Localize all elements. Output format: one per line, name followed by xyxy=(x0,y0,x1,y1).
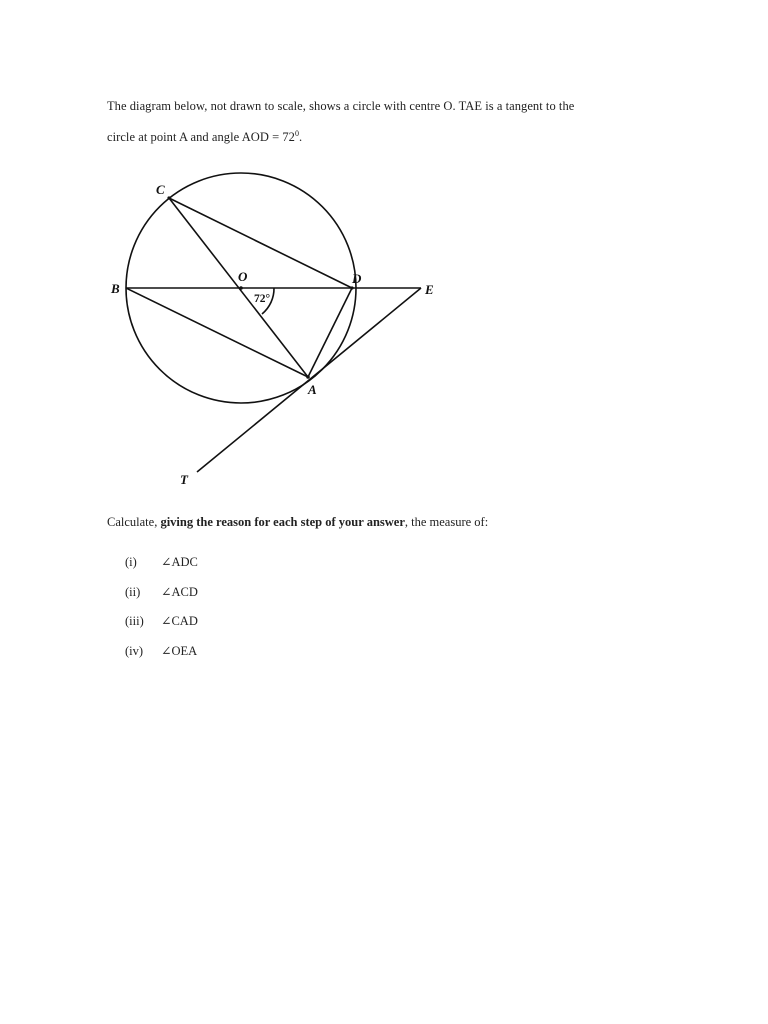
question-parts xyxy=(125,554,198,672)
intro-line-1: The diagram below, not drawn to scale, shows a circle with centre O. TAE is a tangent to the xyxy=(107,99,575,113)
label-T: T xyxy=(180,472,188,487)
point-C-dot xyxy=(167,196,170,199)
degree-superscript: 0 xyxy=(294,128,300,138)
part-number: (ii) xyxy=(125,584,141,599)
list-item xyxy=(125,643,198,673)
point-D-dot xyxy=(350,286,353,289)
angle-label: 72° xyxy=(254,293,271,305)
intro-line-2-text: circle at point A and angle AOD = 72 xyxy=(107,130,295,144)
part-text: ∠CAD xyxy=(161,614,198,628)
line-BA xyxy=(126,288,308,377)
label-C: C xyxy=(156,182,165,197)
label-B: B xyxy=(111,281,120,296)
label-D: D xyxy=(352,271,362,286)
list-item xyxy=(125,554,198,584)
list-item xyxy=(125,584,198,614)
label-A: A xyxy=(308,382,317,397)
part-number: (iv) xyxy=(125,643,144,658)
instruction-prefix: Calculate, xyxy=(107,515,161,529)
label-E: E xyxy=(425,282,434,297)
part-text: ∠ADC xyxy=(161,555,198,569)
line-CD xyxy=(169,198,352,288)
intro-line-2-end: . xyxy=(299,130,303,144)
point-A-dot xyxy=(306,375,310,379)
instruction xyxy=(107,515,488,530)
part-number: (i) xyxy=(125,555,137,569)
label-O: O xyxy=(238,269,248,284)
point-O-dot xyxy=(239,286,243,290)
instruction-bold: giving the reason for each step of your answer xyxy=(160,515,405,529)
part-text: ∠ACD xyxy=(161,584,198,599)
part-text: ∠OEA xyxy=(161,643,198,658)
instruction-suffix: , the measure of: xyxy=(404,515,489,529)
list-item xyxy=(125,613,198,643)
tangent-TE xyxy=(197,288,421,472)
part-number: (iii) xyxy=(125,614,144,628)
